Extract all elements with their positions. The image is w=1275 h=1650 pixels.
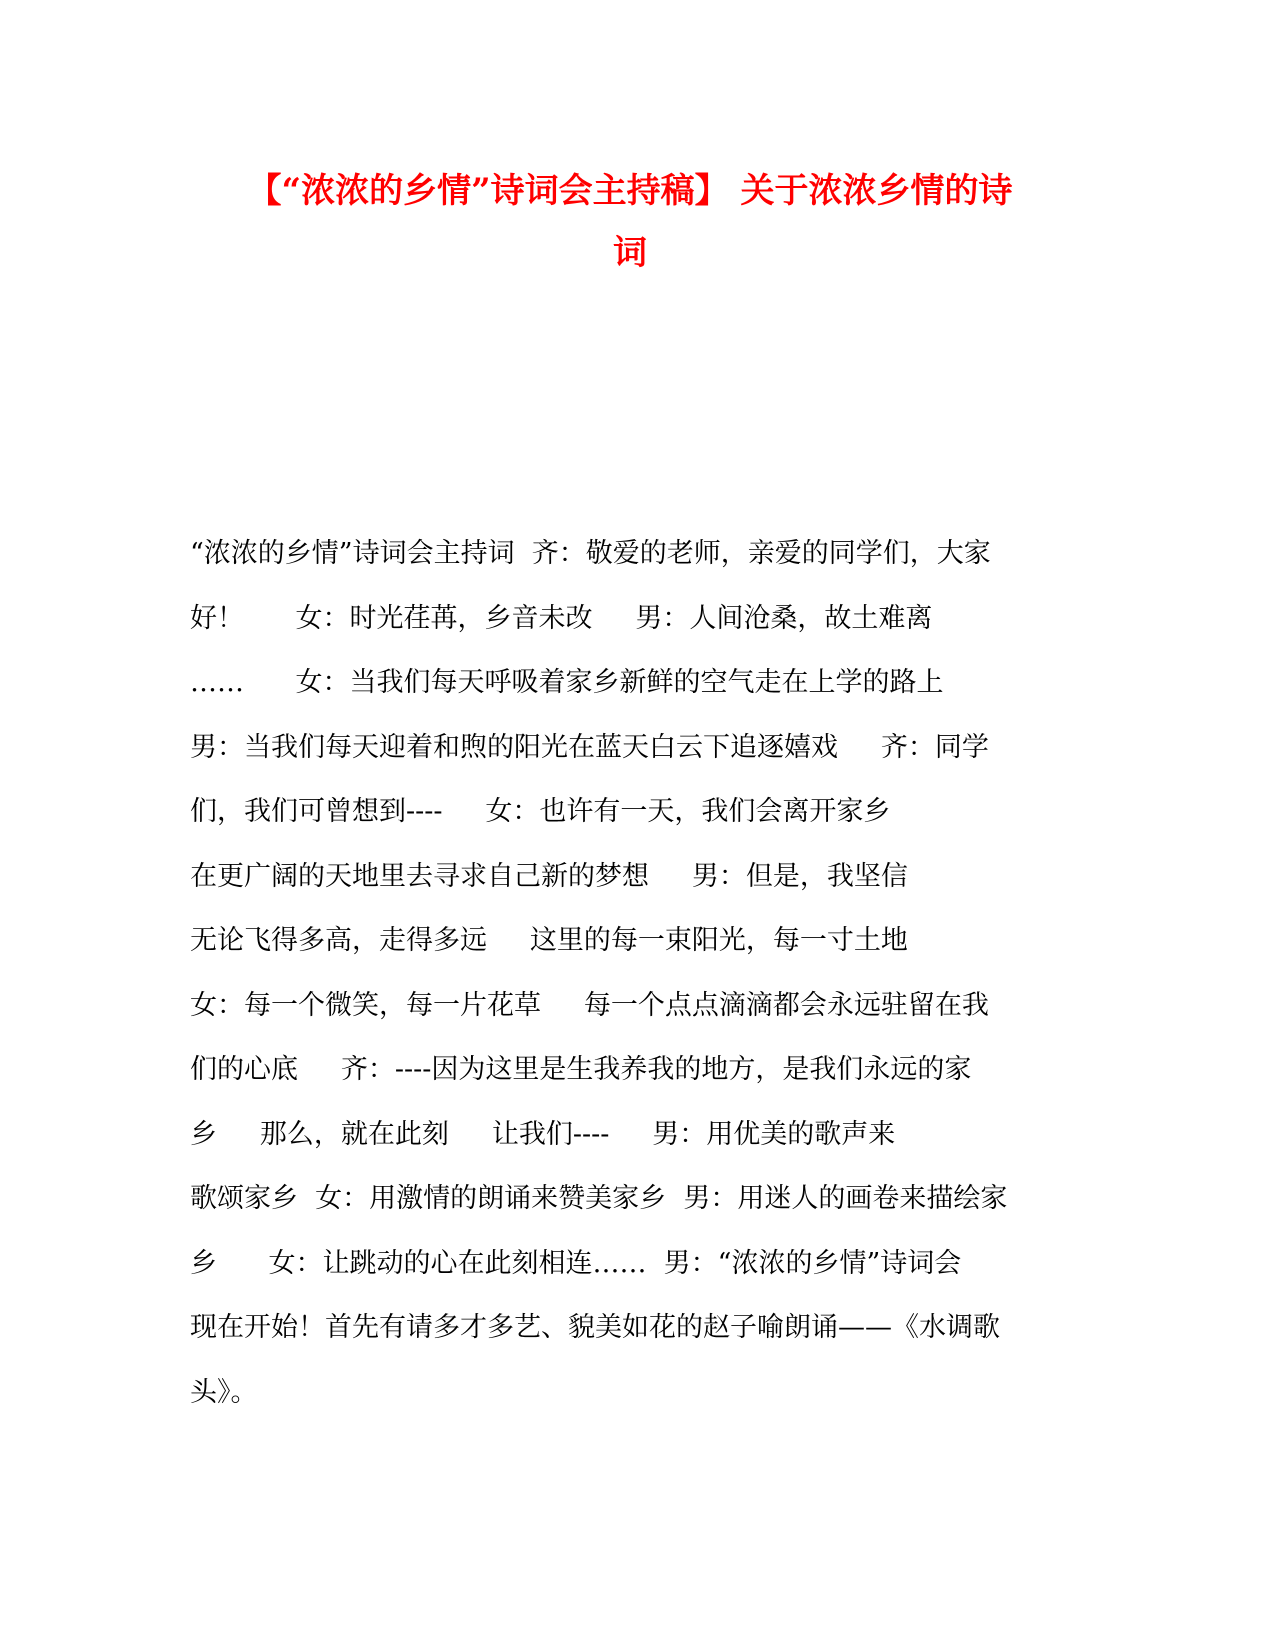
body-line-12: 乡 女：让跳动的心在此刻相连…… 男：“浓浓的乡情”诗词会 [190, 1247, 962, 1279]
document-title [180, 160, 1080, 284]
document-title-line-2: 词 [613, 233, 647, 273]
document-body [190, 522, 1080, 1425]
body-line-10: 乡 那么，就在此刻 让我们---- 男：用优美的歌声来 [190, 1118, 896, 1150]
body-line-4: 男：当我们每天迎着和煦的阳光在蓝天白云下追逐嬉戏 齐：同学 [190, 731, 989, 763]
document-title-line-1: 【“浓浓的乡情”诗词会主持稿】 关于浓浓乡情的诗 [247, 171, 1013, 211]
body-line-11: 歌颂家乡 女：用激情的朗诵来赞美家乡 男：用迷人的画卷来描绘家 [190, 1183, 1008, 1214]
body-line-13: 现在开始！首先有请多才多艺、貌美如花的赵子喻朗诵——《水调歌 [190, 1312, 1000, 1343]
body-line-6: 在更广阔的天地里去寻求自己新的梦想 男：但是，我坚信 [190, 860, 908, 892]
body-line-7: 无论飞得多高，走得多远 这里的每一束阳光，每一寸土地 [190, 925, 908, 956]
body-line-9: 们的心底 齐：----因为这里是生我养我的地方，是我们永远的家 [190, 1054, 972, 1085]
body-line-8: 女：每一个微笑，每一片花草 每一个点点滴滴都会永远驻留在我 [190, 989, 989, 1021]
body-line-14: 头》。 [190, 1376, 258, 1408]
body-line-2: 好！ 女：时光荏苒，乡音未改 男：人间沧桑，故土难离 [190, 602, 933, 634]
body-line-3: …… 女：当我们每天呼吸着家乡新鲜的空气走在上学的路上 [190, 667, 944, 698]
body-line-5: 们，我们可曾想到---- 女：也许有一天，我们会离开家乡 [190, 796, 891, 827]
body-line-1: “浓浓的乡情”诗词会主持词 齐：敬爱的老师，亲爱的同学们，大家 [190, 538, 991, 569]
